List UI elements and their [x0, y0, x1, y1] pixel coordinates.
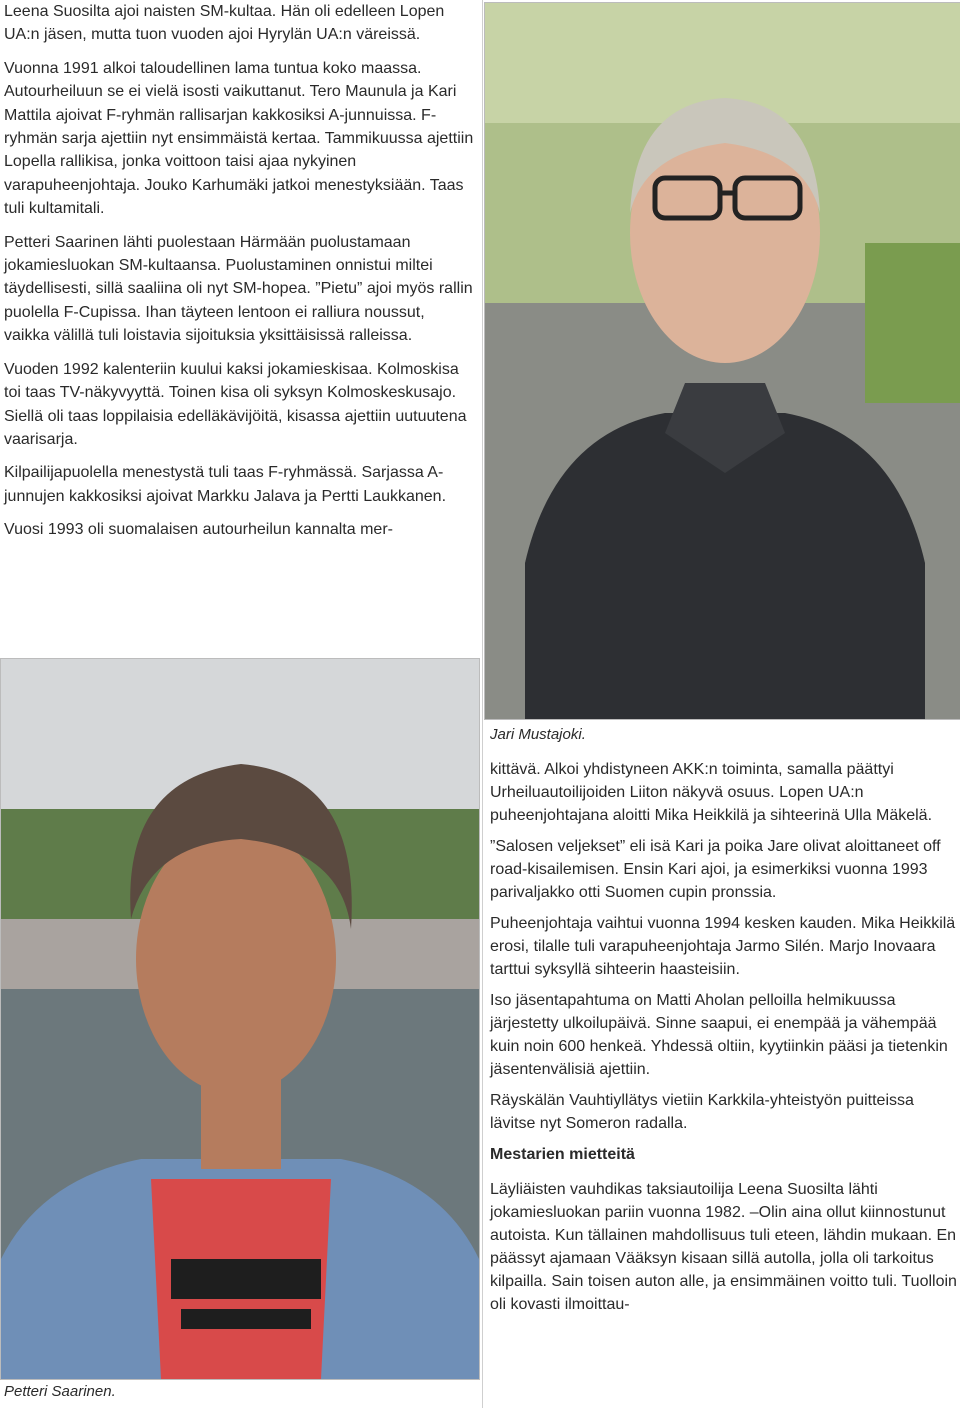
paragraph: Vuonna 1991 alkoi taloudellinen lama tuntua koko maassa. Autourheiluun se ei vielä isosti vaikuttanut. Tero Maunula ja Kari Mattila ajoivat F-ryhmän rallisarjan kakkosiksi A-junnuissa. F-ryhmän sarja ajettiin nyt ensimmäistä kertaa. Tammikuussa ajettiin Lopella rallikisa, jonka voittoon taisi ajaa nykyinen varapuheenjohtaja. Jouko Karhumäki jatkoi menestyksiään. Taas tuli kultamitali.: [4, 59, 474, 218]
paragraph: Kilpailijapuolella menestystä tuli taas F-ryhmässä. Sarjassa A-junnujen kakkosiksi ajoivat Markku Jalava ja Pertti Laukkanen.: [4, 464, 447, 505]
portrait-illustration: [1, 659, 479, 1379]
right-text-column: [490, 758, 958, 1324]
paragraph: Räyskälän Vauhtiyllätys vietiin Karkkila-yhteistyön puitteissa lävitse nyt Someron radalla.: [490, 1092, 914, 1132]
paragraph: Puheenjohtaja vaihtui vuonna 1994 kesken kauden. Mika Heikkilä erosi, tilalle tuli varapuheenjohtaja Jarmo Silén. Marjo Inovaara tarttui syksyllä sihteerin haasteisiin.: [490, 915, 956, 978]
paragraph: Leena Suosilta ajoi naisten SM-kultaa. Hän oli edelleen Lopen UA:n jäsen, mutta tuon vuoden ajoi Hyrylän UA:n väreissä.: [4, 3, 445, 44]
paragraph: Vuosi 1993 oli suomalaisen autourheilun kannalta mer-: [4, 521, 393, 539]
section-heading: Mestarien mietteitä: [490, 1146, 635, 1163]
paragraph: Iso jäsentapahtuma on Matti Aholan pelloilla helmikuussa järjestetty ulkoilupäivä. Sinne saapui, ei enempää ja vähempää kuin noin 600 henkeä. Yhdessä oltiin, kyytiinkin pääsi ja tietenkin jäsentenvälisiä ajettiin.: [490, 992, 948, 1078]
photo-caption: Jari Mustajoki.: [490, 726, 586, 743]
paragraph: Petteri Saarinen lähti puolestaan Härmään puolustamaan jokamiesluokan SM-kultaansa. Puolustaminen onnistui miltei täydellisesti, sillä saaliina oli nyt SM-hopea. ”Pietu” ajoi myös rallin puolella F-Cupissa. Ihan täyteen lentoon ei ralliura noussut, vaikka välillä tuli loistavia sijoituksia yksittäisissä ralleissa.: [4, 233, 473, 345]
paragraph: kittävä. Alkoi yhdistyneen AKK:n toiminta, samalla päättyi Urheiluautoilijoiden Liiton näkyvä osuus. Lopen UA:n puheenjohtajana aloitti Mika Heikkilä ja sihteerinä Ulla Mäkelä.: [490, 761, 933, 824]
column-divider: [482, 0, 483, 1408]
photo-caption: Petteri Saarinen.: [4, 1383, 116, 1400]
portrait-illustration: [485, 3, 960, 719]
left-text-column: [4, 0, 474, 550]
paragraph: ”Salosen veljekset” eli isä Kari ja poika Jare olivat aloittaneet off road-kisailemisen. Ensin Kari ajoi, ja esimerkiksi vuonna 1993 parivaljakko otti Suomen cupin pronssia.: [490, 838, 941, 901]
photo-petteri-saarinen: [0, 658, 480, 1380]
paragraph: Läyliäisten vauhdikas taksiautoilija Leena Suosilta lähti jokamiesluokan pariin vuonna 1982. –Olin aina ollut kiinnostunut autoista. Kun tällainen mahdollisuus tuli eteen, lähdin mukaan. En päässyt ajamaan Vääksyn kisaan sillä autolla, jolla oli tarkoitus kilpailla. Sain toisen auton alle, ja ensimmäinen voitto tuli. Tuolloin oli kovasti ilmoittau-: [490, 1181, 957, 1313]
photo-jari-mustajoki: [484, 2, 960, 720]
paragraph: Vuoden 1992 kalenteriin kuului kaksi jokamieskisaa. Kolmoskisa toi taas TV-näkyvyyttä. Toinen kisa oli syksyn Kolmoskeskusajo. Siellä oli taas loppilaisia edelläkävijöitä, kisassa ajettiin uutuutena vaarisarja.: [4, 360, 467, 448]
